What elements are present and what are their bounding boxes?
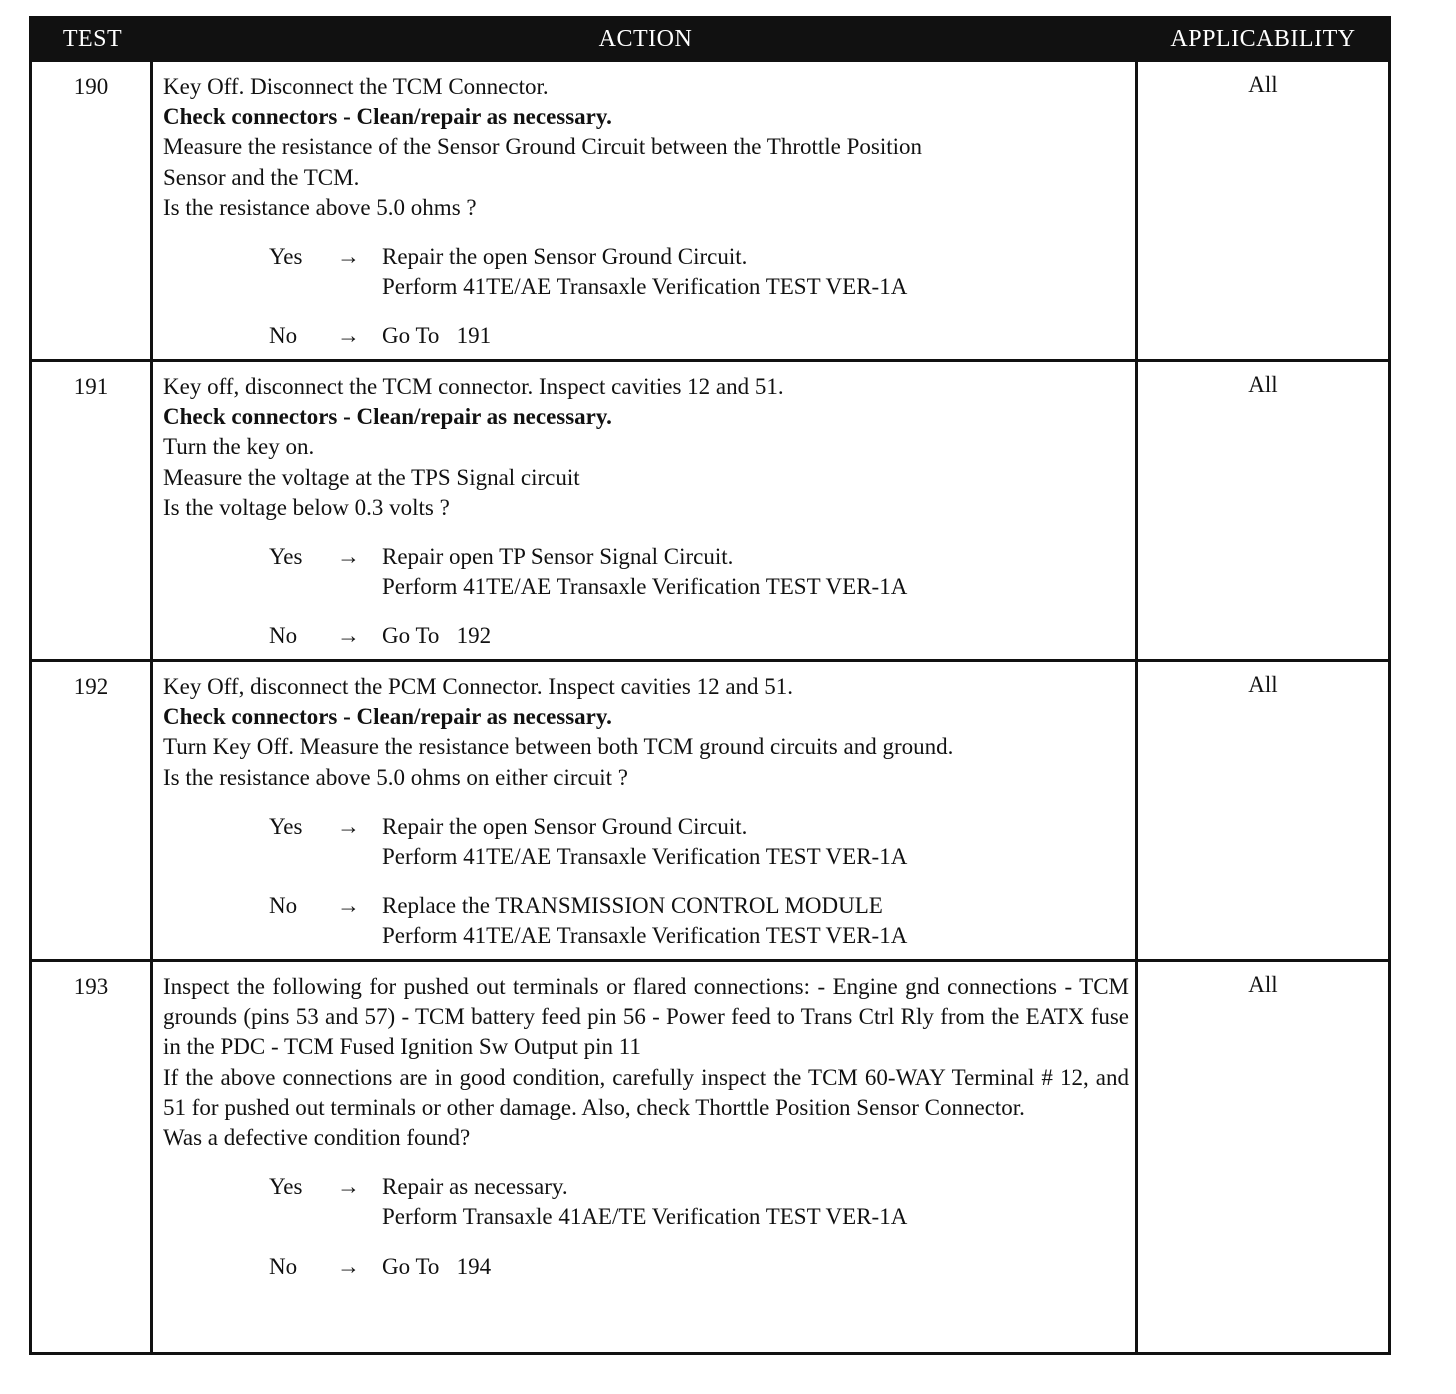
result-line: Go To 191 xyxy=(382,323,492,349)
header-test: TEST xyxy=(62,25,123,52)
applicability-value: All xyxy=(1248,672,1278,697)
yes-answer xyxy=(163,1172,1129,1232)
header-action: ACTION xyxy=(598,25,693,52)
yes-label: Yes xyxy=(269,244,303,270)
action-line-bold: Check connectors - Clean/repair as necessary. xyxy=(163,704,612,730)
yes-answer xyxy=(163,542,1129,602)
action-cell xyxy=(153,962,1138,1352)
result-line: Perform 41TE/AE Transaxle Verification TEST VER-1A xyxy=(382,574,908,600)
no-answer xyxy=(163,621,1129,651)
no-label: No xyxy=(269,1253,298,1279)
arrow-icon: → xyxy=(337,623,360,649)
yes-result xyxy=(382,812,907,872)
diagnostic-test-table xyxy=(29,16,1391,1355)
no-label: No xyxy=(269,623,298,649)
header-applicability: APPLICABILITY xyxy=(1170,25,1356,52)
no-result xyxy=(382,621,491,651)
action-line: Key Off, disconnect the PCM Connector. Inspect cavities 12 and 51. xyxy=(163,674,794,699)
yes-label: Yes xyxy=(269,813,303,839)
action-line: Key Off. Disconnect the TCM Connector. xyxy=(163,74,549,99)
yes-label: Yes xyxy=(269,544,303,570)
result-line: Perform 41TE/AE Transaxle Verification TEST VER-1A xyxy=(382,923,908,949)
yes-result xyxy=(382,1172,907,1232)
action-line: Turn Key Off. Measure the resistance between both TCM ground circuits and ground. xyxy=(163,734,954,760)
no-answer xyxy=(163,1252,1129,1282)
action-paragraph: If the above connections are in good condition, carefully inspect the TCM 60-WAY Terminal # 12, and 51 for pushed out terminals or other damage. Also, check Thorttle Position Sensor Connector. xyxy=(163,1064,1129,1120)
action-line: Sensor and the TCM. xyxy=(163,164,360,190)
action-line: Measure the resistance of the Sensor Ground Circuit between the Throttle Position xyxy=(163,134,923,160)
no-label: No xyxy=(269,893,298,919)
table-row xyxy=(32,359,1388,659)
result-line: Repair open TP Sensor Signal Circuit. xyxy=(382,544,734,570)
result-line: Perform 41TE/AE Transaxle Verification TEST VER-1A xyxy=(382,844,908,870)
no-label: No xyxy=(269,323,298,349)
result-line: Repair the open Sensor Ground Circuit. xyxy=(382,813,748,839)
applicability-value: All xyxy=(1248,972,1278,997)
action-cell xyxy=(153,362,1138,659)
action-line: Key off, disconnect the TCM connector. Inspect cavities 12 and 51. xyxy=(163,374,784,399)
action-cell xyxy=(153,62,1138,359)
yes-answer xyxy=(163,812,1129,872)
answer-block xyxy=(163,242,1129,352)
applicability-value: All xyxy=(1248,72,1278,97)
action-line: Measure the voltage at the TPS Signal circuit xyxy=(163,464,580,490)
action-paragraph: Inspect the following for pushed out terminals or flared connections: - Engine gnd connections - TCM grounds (pins 53 and 57) - TCM battery feed pin 56 - Power feed to Trans Ctrl Rly from the EATX fuse in the PDC - TCM Fused Ignition Sw Output pin 11 xyxy=(163,974,1129,1060)
result-line: Go To 194 xyxy=(382,1253,492,1279)
yes-answer xyxy=(163,242,1129,302)
answer-block xyxy=(163,542,1129,652)
result-line: Repair as necessary. xyxy=(382,1174,568,1200)
test-number: 191 xyxy=(32,362,153,659)
action-line: Is the resistance above 5.0 ohms ? xyxy=(163,194,477,220)
action-line: Turn the key on. xyxy=(163,434,315,460)
action-line-bold: Check connectors - Clean/repair as necessary. xyxy=(163,404,612,430)
action-line: Is the voltage below 0.3 volts ? xyxy=(163,494,450,520)
test-number: 190 xyxy=(32,62,153,359)
arrow-icon: → xyxy=(337,544,360,570)
applicability-value: All xyxy=(1248,372,1278,397)
result-line: Replace the TRANSMISSION CONTROL MODULE xyxy=(382,893,883,919)
no-result xyxy=(382,891,907,951)
test-number: 192 xyxy=(32,662,153,959)
action-paragraph: Was a defective condition found? xyxy=(163,1125,471,1151)
action-line: Is the resistance above 5.0 ohms on either circuit ? xyxy=(163,764,628,790)
arrow-icon: → xyxy=(337,244,360,270)
result-line: Repair the open Sensor Ground Circuit. xyxy=(382,244,748,270)
answer-block xyxy=(163,1172,1129,1282)
yes-label: Yes xyxy=(269,1174,303,1200)
yes-result xyxy=(382,242,907,302)
table-row xyxy=(32,659,1388,959)
table-row xyxy=(32,959,1388,1352)
test-number: 193 xyxy=(32,962,153,1352)
action-line-bold: Check connectors - Clean/repair as necessary. xyxy=(163,104,612,130)
table-header xyxy=(32,19,1388,59)
arrow-icon: → xyxy=(337,893,360,919)
result-line: Go To 192 xyxy=(382,623,492,649)
arrow-icon: → xyxy=(337,1253,360,1279)
answer-block xyxy=(163,812,1129,952)
no-answer xyxy=(163,891,1129,951)
no-result xyxy=(382,321,491,351)
result-line: Perform Transaxle 41AE/TE Verification TEST VER-1A xyxy=(382,1204,908,1230)
result-line: Perform 41TE/AE Transaxle Verification TEST VER-1A xyxy=(382,274,908,300)
arrow-icon: → xyxy=(337,813,360,839)
yes-result xyxy=(382,542,907,602)
table-row xyxy=(32,59,1388,359)
arrow-icon: → xyxy=(337,323,360,349)
no-answer xyxy=(163,321,1129,351)
no-result xyxy=(382,1252,491,1282)
arrow-icon: → xyxy=(337,1174,360,1200)
action-cell xyxy=(153,662,1138,959)
